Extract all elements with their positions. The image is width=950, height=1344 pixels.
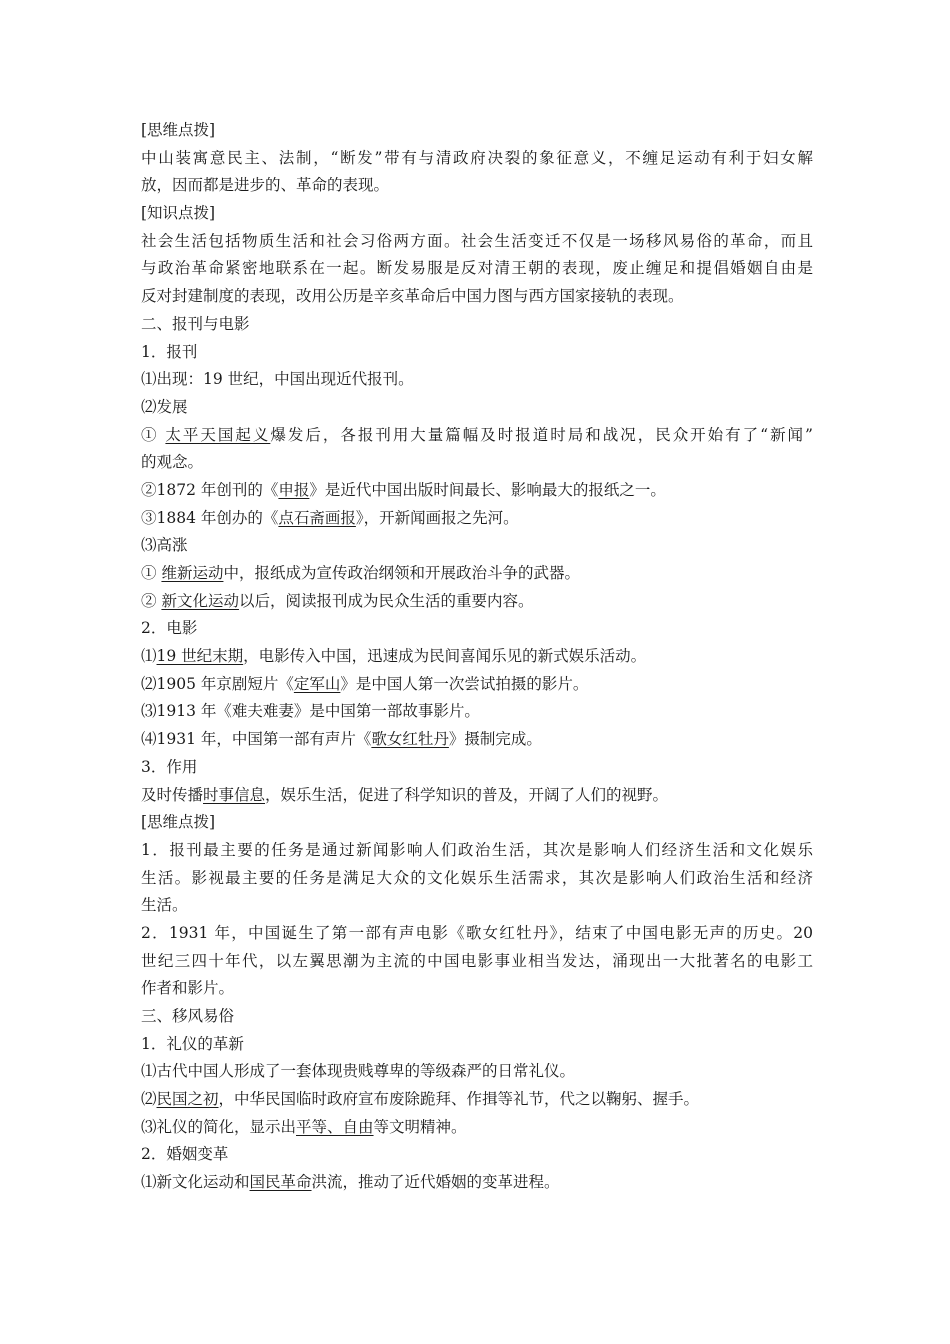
underlined-term: 申报 [278,480,310,499]
paragraph-line: 社会生活包括物质生活和社会习俗两方面。社会生活变迁不仅是一场移风易俗的革命，而且 [141,231,813,250]
text-run: ⑴新文化运动和 [141,1173,250,1192]
underlined-term: 民国之初 [156,1090,219,1109]
text-run: ② [141,591,162,610]
underlined-term: 点石斋画报 [278,508,356,527]
list-item [141,671,813,699]
text-run: 》是中国人第一次尝试拍摄的影片。 [340,674,589,693]
list-item: ⑴出现：19 世纪，中国出现近代报刊。 [141,370,414,389]
text-run: ③1884 年创办的《 [141,508,279,527]
text-run: 洪流，推动了近代婚姻的变革进程。 [311,1173,560,1192]
subsection-heading: 3．作用 [141,757,198,776]
paragraph-line: 反对封建制度的表现，改用公历是辛亥革命后中国力图与西方国家接轨的表现。 [141,287,684,306]
text-run: 以后，阅读报刊成为民众生活的重要内容。 [238,591,534,610]
paragraph-line: 与政治革命紧密地联系在一起。断发易服是反对清王朝的表现，废止缠足和提倡婚姻自由是 [141,259,813,278]
list-item [141,1169,813,1197]
text-run: ⑶礼仪的简化，显示出 [141,1117,297,1136]
list-item [141,588,813,616]
section-heading: 二、报刊与电影 [141,314,250,333]
text-run: ，娱乐生活，促进了科学知识的普及，开阔了人们的视野。 [265,785,669,804]
text-run: ，中华民国临时政府宣布废除跪拜、作揖等礼节，代之以鞠躬、握手。 [218,1090,700,1109]
text-run: ① [141,425,166,444]
text-run: ⑷1931 年，中国第一部有声片《 [141,730,372,749]
paragraph-line: 的观念。 [141,453,204,472]
paragraph-line: 中山装寓意民主、法制，“断发”带有与清政府决裂的象征意义，不缠足运动有利于妇女解 [141,148,813,167]
paragraph-line: 生活。影视最主要的任务是满足大众的文化娱乐生活需求，其次是影响人们政治生活和经济 [141,868,813,887]
text-run: 》是近代中国出版时间最长、影响最大的报纸之一。 [309,480,666,499]
text-run: 》，开新闻画报之先河。 [355,508,519,527]
text-run: ⑵ [141,1090,157,1109]
text-run: ②1872 年创刊的《 [141,480,279,499]
paragraph-line: 1．报刊最主要的任务是通过新闻影响人们政治生活，其次是影响人们经济生活和文化娱乐 [141,840,813,859]
paragraph-line: 作者和影片。 [141,979,235,998]
underlined-term: 定军山 [293,674,341,693]
thinking-tip-heading: [思维点拨] [141,813,216,832]
underlined-term: 19 世纪末期 [156,647,244,666]
text-run: 等文明精神。 [373,1117,467,1136]
paragraph-line: 生活。 [141,896,188,915]
knowledge-tip-heading: [知识点拨] [141,204,216,223]
document-page [141,117,813,1197]
list-item [141,1086,813,1114]
text-run: ⑵1905 年京剧短片《 [141,674,294,693]
list-item [141,422,813,450]
list-item [141,643,813,671]
text-run: ，电影传入中国，迅速成为民间喜闻乐见的新式娱乐活动。 [243,647,647,666]
list-item [141,560,813,588]
list-item: ⑶高涨 [141,536,188,555]
underlined-term: 维新运动 [161,564,224,582]
subsection-heading: 1．礼仪的革新 [141,1034,244,1053]
list-item: ⑵发展 [141,397,188,416]
text-run: 爆发后，各报刊用大量篇幅及时报道时局和战况，民众开始有了“新闻” [270,425,813,444]
list-item: ⑴古代中国人形成了一套体现贵贱尊卑的等级森严的日常礼仪。 [141,1062,576,1081]
subsection-heading: 2．婚姻变革 [141,1145,229,1164]
thinking-tip-heading: [思维点拨] [141,121,216,139]
underlined-term: 新文化运动 [161,591,239,610]
list-item: ⑶1913 年《难夫难妻》是中国第一部故事影片。 [141,702,480,721]
list-item [141,1114,813,1142]
paragraph-line: 2．1931 年，中国诞生了第一部有声电影《歌女红牡丹》，结束了中国电影无声的历史。20 [141,923,813,942]
text-run: ① [141,564,162,582]
text-run: 及时传播 [141,785,204,804]
underlined-term: 时事信息 [203,785,266,804]
underlined-term: 国民革命 [249,1173,312,1192]
subsection-heading: 2．电影 [141,619,198,638]
list-item [141,477,813,505]
list-item [141,505,813,533]
underlined-term: 平等、自由 [296,1117,374,1136]
subsection-heading: 1．报刊 [141,342,198,361]
underlined-term: 太平天国起义 [165,425,271,444]
text-run: ⑴ [141,647,157,666]
paragraph-line: 世纪三四十年代，以左翼思潮为主流的中国电影事业相当发达，涌现出一大批著名的电影工 [141,951,813,970]
text-run: 》摄制完成。 [448,730,542,749]
list-item [141,726,813,754]
underlined-term: 歌女红牡丹 [371,730,449,749]
section-heading: 三、移风易俗 [141,1007,235,1025]
paragraph-line [141,782,813,810]
text-run: 中，报纸成为宣传政治纲领和开展政治斗争的武器。 [223,564,580,582]
paragraph-line: 放，因而都是进步的、革命的表现。 [141,176,390,195]
